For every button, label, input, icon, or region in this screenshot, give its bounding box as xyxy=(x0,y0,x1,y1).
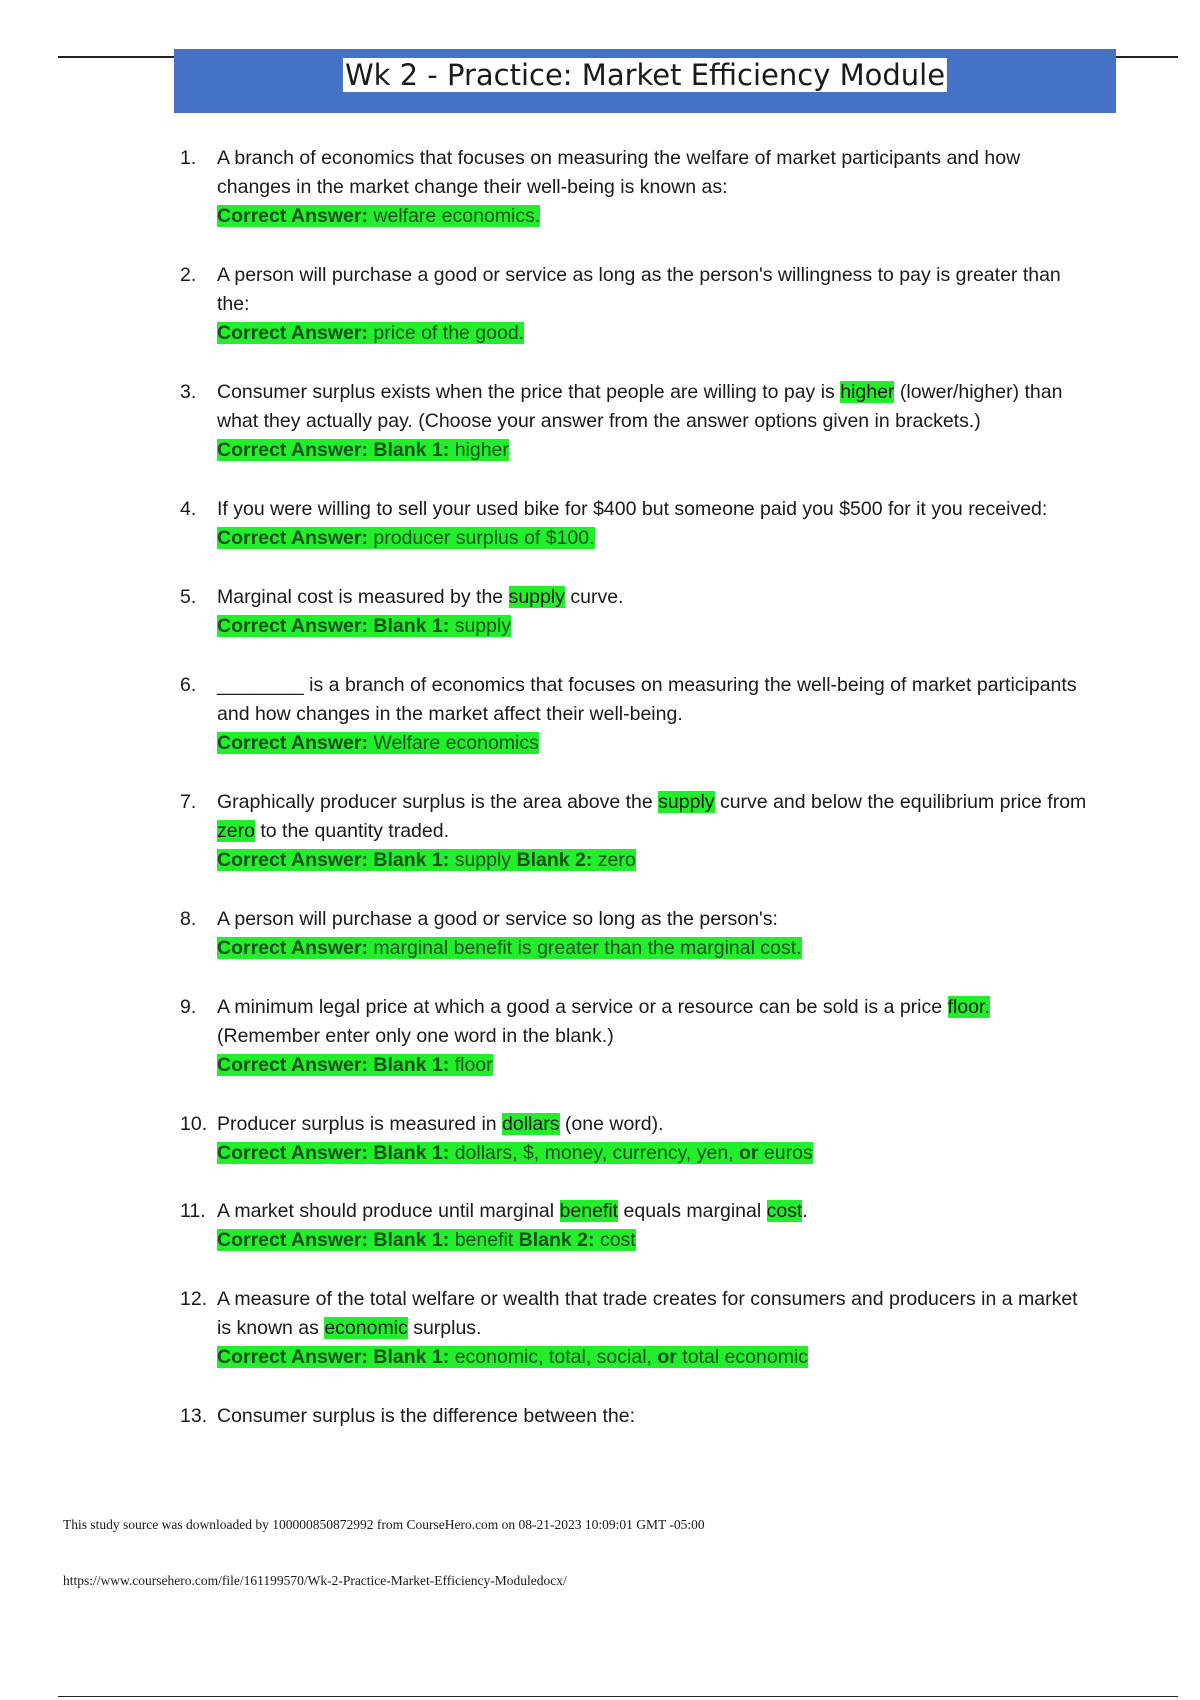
highlighted-answer-word: cost xyxy=(766,1200,803,1222)
correct-answer xyxy=(217,1139,1097,1168)
answer-label: Correct Answer: Blank 1: xyxy=(217,1229,455,1251)
highlighted-answer-word: benefit xyxy=(559,1200,619,1222)
question-item xyxy=(180,1197,1097,1255)
answer-label: or xyxy=(739,1142,759,1164)
question-text-segment: to the quantity traded. xyxy=(254,820,449,842)
question-number: 2. xyxy=(180,264,197,286)
source-url: https://www.coursehero.com/file/161199570/Wk-2-Practice-Market-Efficiency-Moduledocx/ xyxy=(63,1573,567,1588)
correct-answer xyxy=(217,319,1097,348)
title-banner xyxy=(174,49,1116,113)
question-item xyxy=(180,1285,1097,1372)
answer-value: benefit xyxy=(454,1229,519,1251)
question-item xyxy=(180,1110,1097,1168)
question-text-segment: A minimum legal price at which a good a service or a resource can be sold is a price xyxy=(217,996,948,1018)
highlighted-answer-word: higher xyxy=(840,381,895,403)
question-text-segment: Producer surplus is measured in xyxy=(217,1113,503,1135)
question-number: 10. xyxy=(180,1113,208,1135)
question-text xyxy=(217,1110,1097,1139)
question-text-segment: (lower/higher) than what they actually pay. (Choose your answer from the answer options given in brackets.) xyxy=(217,381,1063,432)
answer-value: total economic xyxy=(676,1346,809,1368)
answer-label: Correct Answer: Blank 1: xyxy=(217,439,455,461)
download-notice: This study source was downloaded by 100000850872992 from CourseHero.com on 08-21-2023 10:09:01 GMT -05:00 xyxy=(63,1517,705,1532)
question-item xyxy=(180,261,1097,348)
correct-answer xyxy=(217,436,1097,465)
bottom-rule xyxy=(58,1696,1178,1697)
question-text-segment: A measure of the total welfare or wealth that trade creates for consumers and producers in a market is known as xyxy=(217,1288,1078,1339)
answer-label: Correct Answer: Blank 1: xyxy=(217,1054,455,1076)
question-text xyxy=(217,1197,1097,1226)
question-text-segment: Consumer surplus is the difference between the: xyxy=(217,1405,636,1427)
question-text xyxy=(217,993,1097,1051)
answer-label: Correct Answer: xyxy=(217,205,374,227)
question-text-segment: surplus. xyxy=(407,1317,482,1339)
answer-value: economic, total, social, xyxy=(454,1346,658,1368)
question-text xyxy=(217,261,1097,319)
answer-value: euros xyxy=(758,1142,813,1164)
question-number: 11. xyxy=(180,1200,206,1222)
answer-label: Correct Answer: Blank 1: xyxy=(217,1346,455,1368)
answer-value: higher xyxy=(454,439,509,461)
correct-answer xyxy=(217,729,1097,758)
question-text-segment: Consumer surplus exists when the price that people are willing to pay is xyxy=(217,381,841,403)
question-number: 8. xyxy=(180,908,197,930)
question-text xyxy=(217,671,1097,729)
answer-value: marginal benefit is greater than the marginal cost. xyxy=(373,937,802,959)
question-number: 1. xyxy=(180,147,197,169)
correct-answer xyxy=(217,202,1097,231)
correct-answer xyxy=(217,1051,1097,1080)
highlighted-answer-word: floor. xyxy=(947,996,990,1018)
answer-label: Correct Answer: xyxy=(217,937,374,959)
question-number: 12. xyxy=(180,1288,208,1310)
correct-answer xyxy=(217,524,1097,553)
question-text xyxy=(217,788,1097,846)
question-item xyxy=(180,993,1097,1080)
question-text-segment: A person will purchase a good or service as long as the person's willingness to pay is greater than the: xyxy=(217,264,1061,315)
question-text-segment: A market should produce until marginal xyxy=(217,1200,560,1222)
question-text xyxy=(217,583,1097,612)
question-item xyxy=(180,378,1097,465)
answer-value: producer surplus of $100. xyxy=(373,527,595,549)
highlighted-answer-word: economic xyxy=(324,1317,408,1339)
question-text-segment: Graphically producer surplus is the area above the xyxy=(217,791,659,813)
page-title: Wk 2 - Practice: Market Efficiency Module xyxy=(344,58,946,92)
question-number: 13. xyxy=(180,1405,208,1427)
question-text xyxy=(217,1402,1097,1431)
answer-value: floor xyxy=(454,1054,493,1076)
question-number: 6. xyxy=(180,674,197,696)
question-text-segment: A person will purchase a good or service so long as the person's: xyxy=(217,908,778,930)
answer-label: or xyxy=(657,1346,677,1368)
question-item xyxy=(180,788,1097,875)
correct-answer xyxy=(217,612,1097,641)
answer-value: cost xyxy=(599,1229,636,1251)
answer-label: Correct Answer: Blank 1: xyxy=(217,1142,455,1164)
question-number: 5. xyxy=(180,586,197,608)
correct-answer xyxy=(217,846,1097,875)
answer-label: Correct Answer: xyxy=(217,527,374,549)
question-text xyxy=(217,1285,1097,1343)
answer-value: zero xyxy=(597,849,636,871)
question-item xyxy=(180,583,1097,641)
question-number: 4. xyxy=(180,498,197,520)
question-text-segment: equals marginal xyxy=(618,1200,767,1222)
answer-label: Correct Answer: Blank 1: xyxy=(217,615,455,637)
question-item xyxy=(180,144,1097,231)
question-text-segment: A branch of economics that focuses on measuring the welfare of market participants and how changes in the market change their well-being is known as: xyxy=(217,147,1021,198)
question-text-segment: (one word). xyxy=(559,1113,664,1135)
answer-label: Correct Answer: xyxy=(217,732,374,754)
question-number: 7. xyxy=(180,791,197,813)
question-item xyxy=(180,671,1097,758)
question-text-segment: . xyxy=(802,1200,808,1222)
highlighted-answer-word: supply xyxy=(508,586,565,608)
answer-value: dollars, $, money, currency, yen, xyxy=(454,1142,739,1164)
answer-value: supply xyxy=(454,849,517,871)
answer-label: Correct Answer: Blank 1: xyxy=(217,849,455,871)
question-number: 3. xyxy=(180,381,197,403)
highlighted-answer-word: dollars xyxy=(502,1113,560,1135)
correct-answer xyxy=(217,934,1097,963)
answer-value: Welfare economics xyxy=(373,732,539,754)
answer-label: Correct Answer: xyxy=(217,322,374,344)
question-text-segment: (Remember enter only one word in the blank.) xyxy=(217,1025,614,1047)
question-text-segment: curve and below the equilibrium price from xyxy=(714,791,1087,813)
question-text xyxy=(217,144,1097,202)
question-text xyxy=(217,378,1097,436)
question-text-segment: ________ is a branch of economics that focuses on measuring the well-being of market participants and how changes in the market affect their well-being. xyxy=(217,674,1077,725)
answer-value: welfare economics. xyxy=(373,205,541,227)
answer-value: supply xyxy=(454,615,512,637)
question-item xyxy=(180,495,1097,553)
question-number: 9. xyxy=(180,996,197,1018)
question-text-segment: If you were willing to sell your used bike for $400 but someone paid you $500 for it you received: xyxy=(217,498,1048,520)
correct-answer xyxy=(217,1343,1097,1372)
question-item xyxy=(180,905,1097,963)
question-text xyxy=(217,495,1097,524)
answer-value: price of the good. xyxy=(373,322,525,344)
highlighted-answer-word: zero xyxy=(217,820,255,842)
question-text-segment: curve. xyxy=(564,586,624,608)
answer-label: Blank 2: xyxy=(516,849,598,871)
question-text xyxy=(217,905,1097,934)
answer-label: Blank 2: xyxy=(518,1229,600,1251)
correct-answer xyxy=(217,1226,1097,1255)
question-item xyxy=(180,1402,1097,1431)
highlighted-answer-word: supply xyxy=(658,791,715,813)
question-text-segment: Marginal cost is measured by the xyxy=(217,586,509,608)
